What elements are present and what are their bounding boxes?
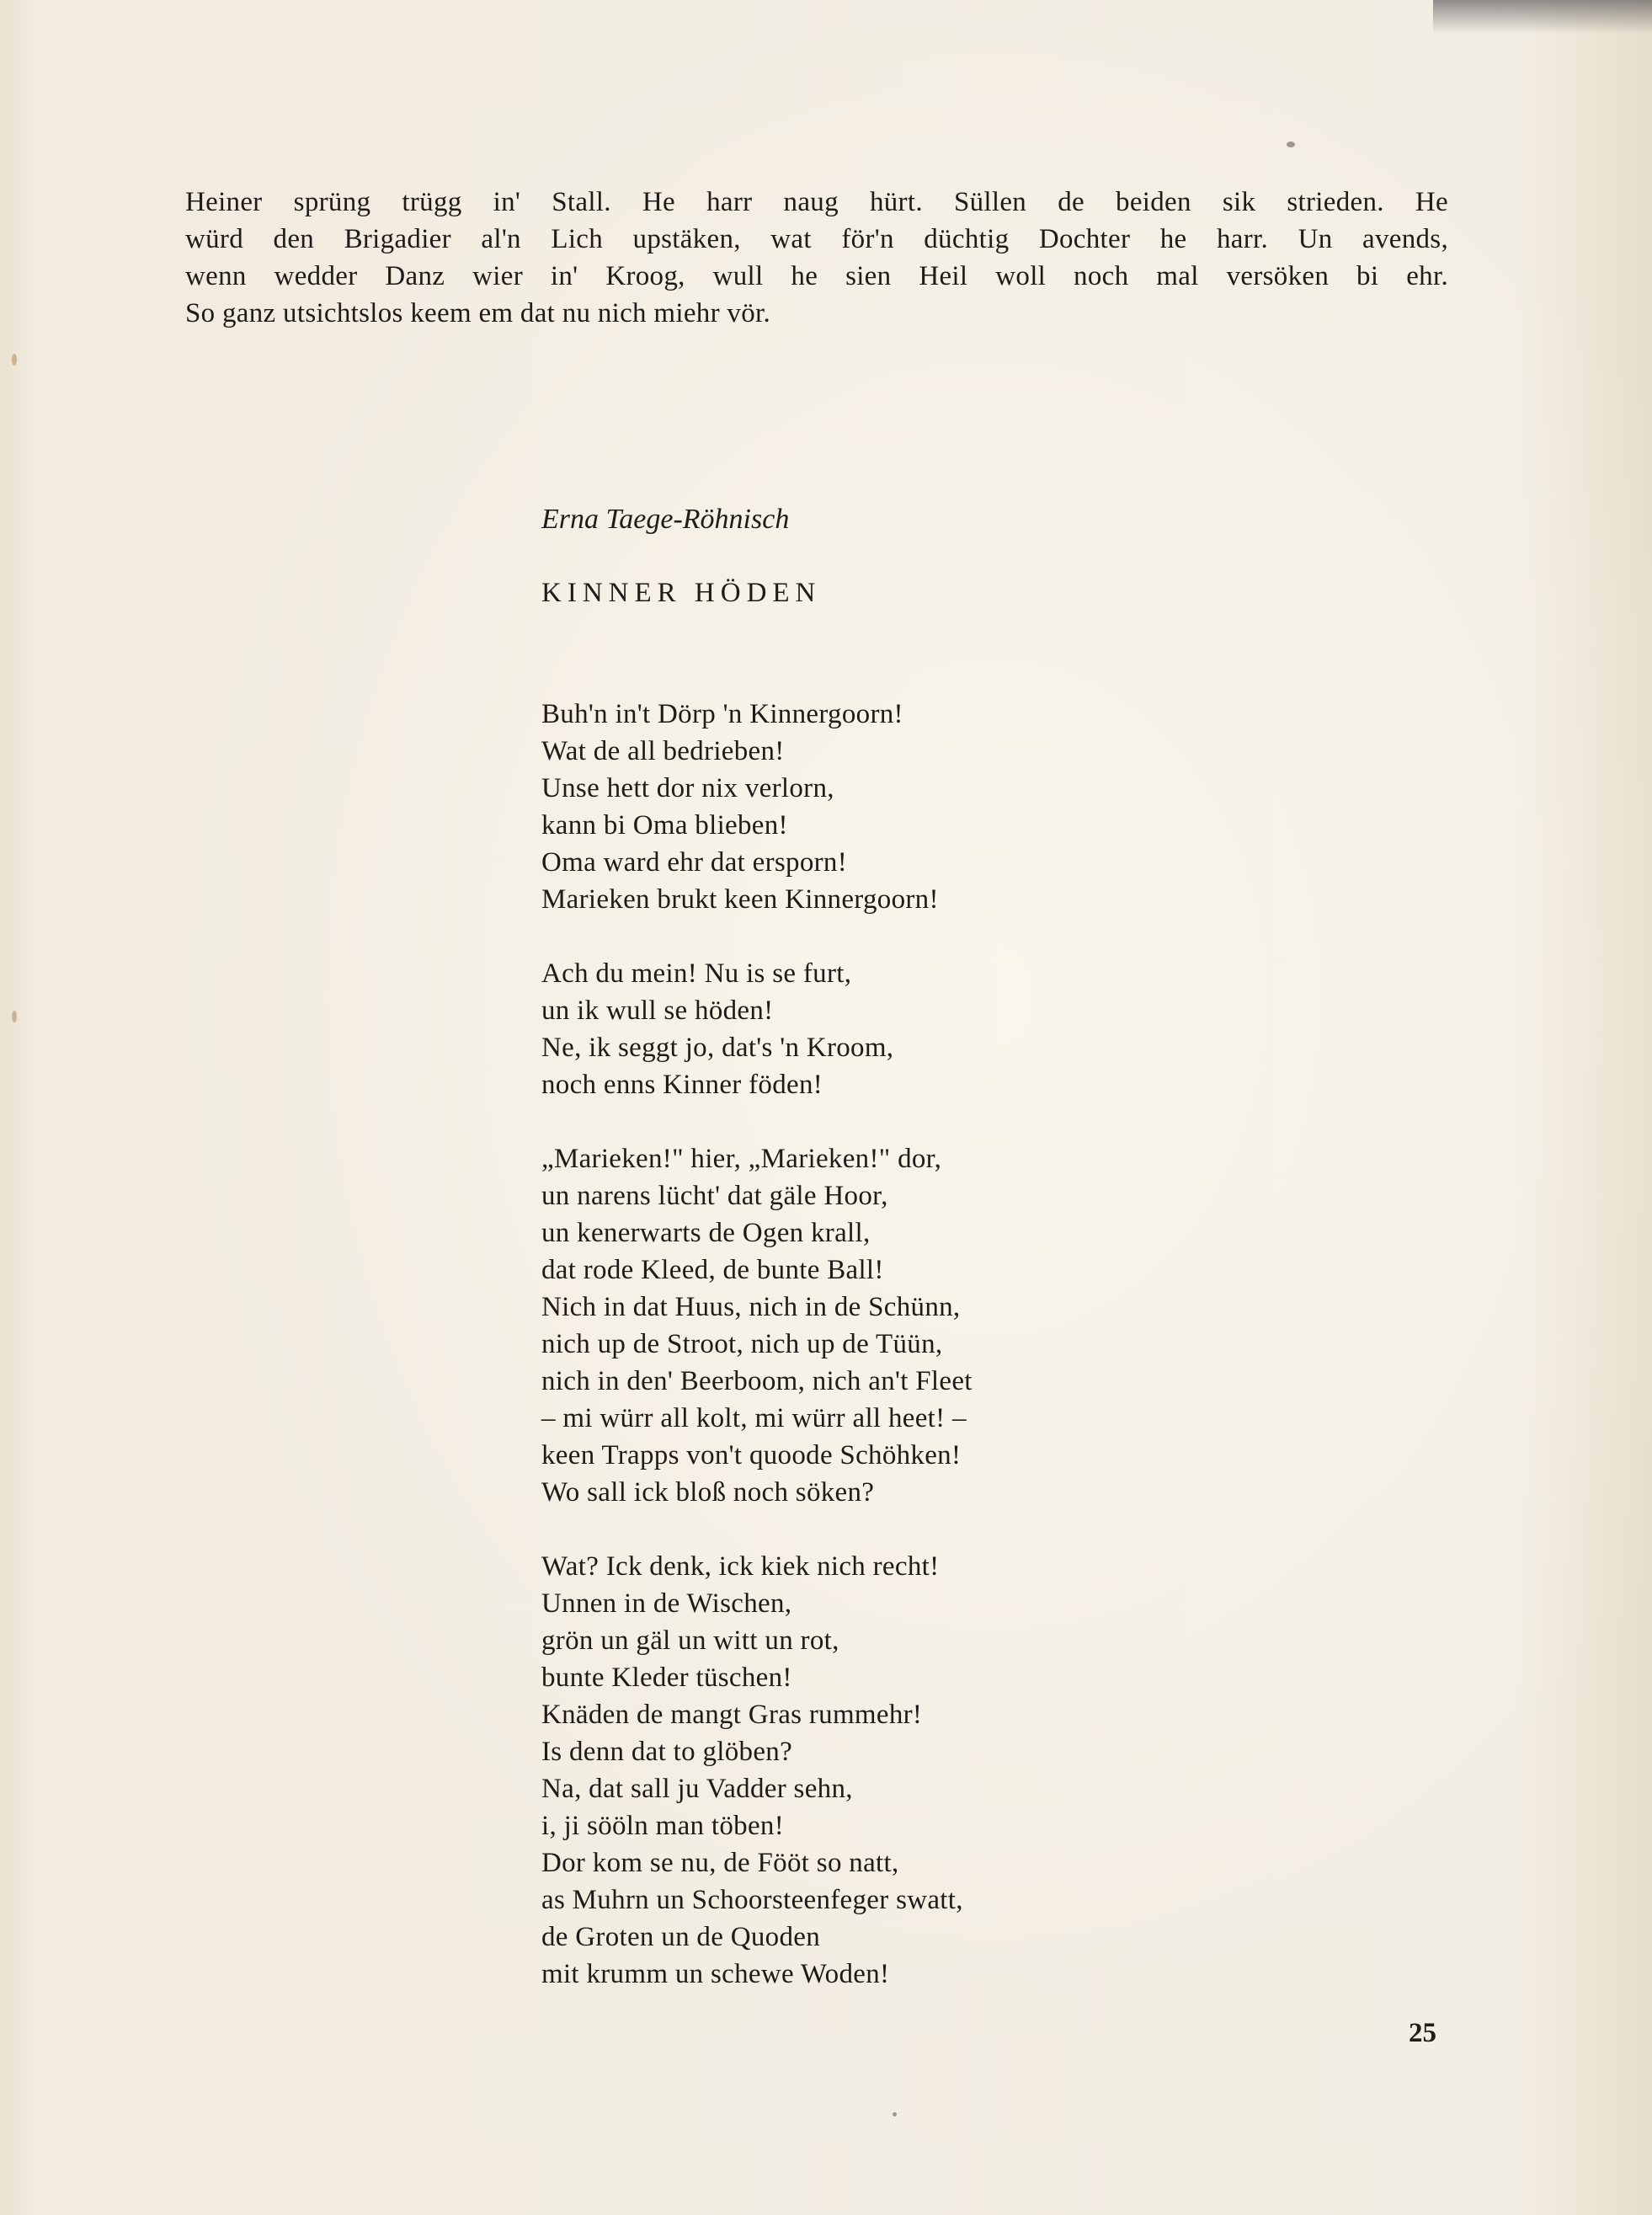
poem-line: Na, dat sall ju Vadder sehn, [541,1774,853,1804]
poem-line: grön un gäl un witt un rot, [541,1625,839,1656]
poem-line: nich in den' Beerboom, nich an't Fleet [541,1366,973,1396]
poem-line: Is denn dat to glöben? [541,1737,793,1767]
poem-line: Ne, ik seggt jo, dat's 'n Kroom, [541,1033,894,1063]
poem-line: un ik wull se höden! [541,995,774,1026]
poem-line: bunte Kleder tüschen! [541,1663,792,1693]
poem-line: mit krumm un schewe Woden! [541,1959,890,1989]
poem-line: Oma ward ehr dat ersporn! [541,847,848,878]
poem-line: Unnen in de Wischen, [541,1588,792,1619]
scan-speck [12,354,17,366]
poem-title: KINNER HÖDEN [541,578,822,608]
stanza-4 [541,1548,1215,1993]
poem-line: Unse hett dor nix verlorn, [541,773,834,803]
poem-line: un narens lücht' dat gäle Hoor, [541,1181,888,1211]
stanza-2 [541,955,1215,1103]
poem-line: as Muhrn un Schoorsteenfeger swatt, [541,1885,963,1915]
poem-line: de Groten un de Quoden [541,1922,821,1952]
scan-speck [893,2112,897,2116]
poem-line: i, ji sööln man töben! [541,1811,784,1841]
poem-line: Marieken brukt keen Kinnergoorn! [541,884,939,915]
prose-line: würd den Brigadier al'n Lich upstäken, wat för'n düchtig Dochter he harr. Un avends, [185,224,1448,254]
poem-line: Nich in dat Huus, nich in de Schünn, [541,1292,961,1322]
prose-paragraph [185,184,1448,332]
poem-body [541,696,1215,2030]
stanza-3 [541,1140,1215,1511]
poem-line: dat rode Kleed, de bunte Ball! [541,1255,884,1285]
poem-author: Erna Taege-Röhnisch [541,504,790,535]
scan-speck [12,1011,17,1022]
scan-speck [1287,141,1295,147]
poem-line: Wat? Ick denk, ick kiek nich recht! [541,1551,940,1582]
poem-line: – mi würr all kolt, mi würr all heet! – [541,1403,967,1433]
poem-line: Dor kom se nu, de Fööt so natt, [541,1848,899,1878]
page-number: 25 [1409,2018,1436,2048]
poem-line: Knäden de mangt Gras rummehr! [541,1700,923,1730]
poem-line: nich up de Stroot, nich up de Tüün, [541,1329,943,1359]
poem-line: kann bi Oma blieben! [541,810,788,841]
prose-line: wenn wedder Danz wier in' Kroog, wull he sien Heil woll noch mal versöken bi ehr. [185,261,1448,291]
prose-line: Heiner sprüng trügg in' Stall. He harr naug hürt. Süllen de beiden sik strieden. He [185,187,1448,217]
poem-line: Wo sall ick bloß noch söken? [541,1477,875,1508]
poem-line: keen Trapps von't quoode Schöhken! [541,1440,962,1470]
poem-line: Buh'n in't Dörp 'n Kinnergoorn! [541,699,903,729]
poem-line: un kenerwarts de Ogen krall, [541,1218,871,1248]
stanza-1 [541,696,1215,918]
poem-line: noch enns Kinner föden! [541,1070,823,1100]
poem-line: Wat de all bedrieben! [541,736,785,766]
poem-line: Ach du mein! Nu is se furt, [541,958,852,989]
prose-line: So ganz utsichtslos keem em dat nu nich miehr vör. [185,298,771,328]
poem-line: „Marieken!" hier, „Marieken!" dor, [541,1144,942,1174]
scan-shadow [1433,0,1652,34]
